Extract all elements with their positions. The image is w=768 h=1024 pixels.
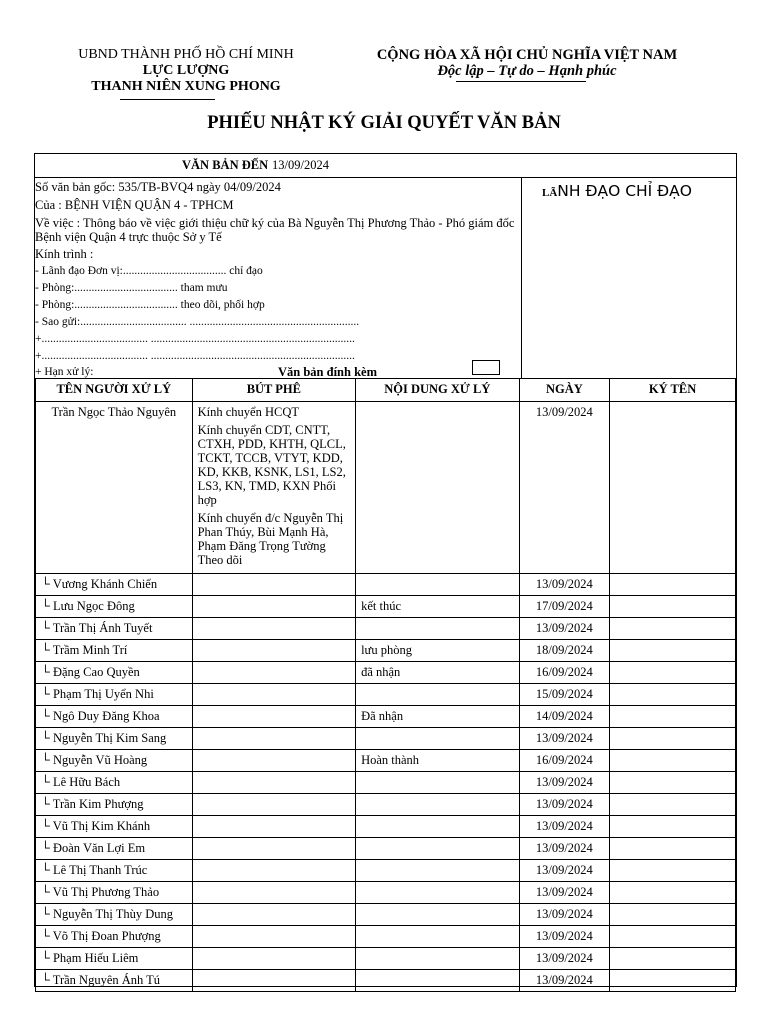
org-line-2: LỰC LƯỢNG: [142, 63, 230, 78]
date-cell: 13/09/2024: [519, 926, 610, 948]
nation-line-1: CỘNG HÒA XÃ HỘI CHỦ NGHĨA VIỆT NAM: [376, 47, 678, 63]
handler-name: └ Lê Thị Thanh Trúc: [36, 860, 193, 882]
signature-cell: [610, 402, 736, 574]
table-row: [36, 794, 736, 816]
handler-name: └ Trần Thị Ánh Tuyết: [36, 618, 193, 640]
table-row: [36, 970, 736, 992]
document-info: [35, 177, 522, 379]
nation-line-2: Độc lập – Tự do – Hạnh phúc: [437, 63, 617, 79]
unit-leader-line: - Lãnh đạo Đơn vị:.................................... chỉ đạo: [35, 265, 263, 277]
table-row: [36, 816, 736, 838]
comment-item: Kính chuyển CDT, CNTT, CTXH, PDD, KHTH, QLCL, TCKT, TCCB, VTYT, KDD, KD, KKB, KSNK, LS1, LS2, LS3, KN, TMD, KXN Phối hợp: [197, 423, 346, 507]
comment-cell: [192, 750, 355, 772]
date-cell: 13/09/2024: [519, 970, 610, 992]
signature-cell: [610, 970, 736, 992]
comment-cell: [192, 816, 355, 838]
date-cell: 13/09/2024: [519, 794, 610, 816]
handler-name: └ Phạm Thị Uyển Nhi: [36, 684, 193, 706]
incoming-date: 13/09/2024: [272, 158, 329, 172]
signature-cell: [610, 772, 736, 794]
table-row: [36, 948, 736, 970]
content-cell: Đã nhận: [356, 706, 519, 728]
submit-to: Kính trình :: [35, 247, 94, 261]
org-line-3: THANH NIÊN XUNG PHONG: [91, 79, 281, 94]
col-handler: TÊN NGƯỜI XỬ LÝ: [36, 379, 193, 402]
handler-name: └ Đoàn Văn Lợi Em: [36, 838, 193, 860]
date-cell: 13/09/2024: [519, 772, 610, 794]
table-row: [36, 684, 736, 706]
handler-name: Trần Ngọc Thảo Nguyên: [36, 402, 193, 574]
processing-table: [35, 378, 736, 992]
handler-name: └ Vương Khánh Chiến: [36, 574, 193, 596]
table-row: [36, 596, 736, 618]
national-motto: [362, 47, 692, 79]
handler-name: └ Ngô Duy Đăng Khoa: [36, 706, 193, 728]
table-row: [36, 402, 736, 574]
content-cell: [356, 882, 519, 904]
table-row: [36, 926, 736, 948]
date-cell: 13/09/2024: [519, 882, 610, 904]
table-row: [36, 706, 736, 728]
comment-cell: [192, 970, 355, 992]
comment-item: Kính chuyển đ/c Nguyễn Thị Phan Thúy, Bùi Mạnh Hà, Phạm Đăng Trọng Tường Theo dõi: [197, 511, 344, 567]
date-cell: 13/09/2024: [519, 574, 610, 596]
org-line-1: UBND THÀNH PHỐ HỒ CHÍ MINH: [78, 47, 294, 62]
table-row: [36, 750, 736, 772]
content-cell: [356, 948, 519, 970]
content-cell: [356, 838, 519, 860]
sender: Của : BỆNH VIỆN QUẬN 4 - TPHCM: [35, 198, 234, 212]
date-cell: 15/09/2024: [519, 684, 610, 706]
date-cell: 13/09/2024: [519, 816, 610, 838]
comment-cell: [192, 904, 355, 926]
date-cell: 13/09/2024: [519, 618, 610, 640]
content-cell: [356, 860, 519, 882]
motto-underline: [456, 81, 586, 82]
table-row: [36, 772, 736, 794]
handler-name: └ Lê Hữu Bách: [36, 772, 193, 794]
comment-cell: [192, 684, 355, 706]
content-cell: Hoàn thành: [356, 750, 519, 772]
signature-cell: [610, 728, 736, 750]
incoming-label: VĂN BẢN ĐẾN: [182, 158, 269, 172]
signature-cell: [610, 596, 736, 618]
leadership-title: LÃNH ĐẠO CHỈ ĐẠO: [542, 182, 692, 200]
table-row: [36, 728, 736, 750]
comment-cell: [192, 706, 355, 728]
signature-cell: [610, 882, 736, 904]
comment-cell: [192, 618, 355, 640]
content-cell: [356, 402, 519, 574]
handler-name: └ Nguyễn Thị Thùy Dung: [36, 904, 193, 926]
date-cell: 18/09/2024: [519, 640, 610, 662]
content-cell: [356, 816, 519, 838]
col-signature: KÝ TÊN: [610, 379, 736, 402]
date-cell: 13/09/2024: [519, 402, 610, 574]
handler-name: └ Trần Kim Phượng: [36, 794, 193, 816]
content-cell: [356, 904, 519, 926]
date-cell: 17/09/2024: [519, 596, 610, 618]
extra-line-1: +..................................... .......................................................................: [35, 333, 355, 345]
comment-cell: [192, 794, 355, 816]
content-cell: [356, 618, 519, 640]
content-cell: [356, 794, 519, 816]
content-cell: [356, 574, 519, 596]
comment-cell: [192, 838, 355, 860]
date-cell: 13/09/2024: [519, 948, 610, 970]
comment-cell: [192, 574, 355, 596]
issuing-organization: [36, 47, 336, 95]
handler-name: └ Trầm Minh Trí: [36, 640, 193, 662]
comment-cell: [192, 402, 355, 574]
content-cell: [356, 970, 519, 992]
date-cell: 13/09/2024: [519, 860, 610, 882]
table-row: [36, 882, 736, 904]
content-cell: [356, 728, 519, 750]
table-row: [36, 640, 736, 662]
signature-cell: [610, 860, 736, 882]
handler-name: └ Nguyễn Vũ Hoàng: [36, 750, 193, 772]
comment-cell: [192, 926, 355, 948]
content-cell: [356, 772, 519, 794]
date-cell: 14/09/2024: [519, 706, 610, 728]
handler-name: └ Vũ Thị Kim Khánh: [36, 816, 193, 838]
processing-log-form: [34, 153, 737, 987]
signature-cell: [610, 618, 736, 640]
comment-cell: [192, 948, 355, 970]
signature-cell: [610, 574, 736, 596]
table-row: [36, 618, 736, 640]
signature-cell: [610, 640, 736, 662]
handler-name: └ Võ Thị Đoan Phượng: [36, 926, 193, 948]
content-cell: lưu phòng: [356, 640, 519, 662]
handler-name: └ Lưu Ngọc Đông: [36, 596, 193, 618]
signature-cell: [610, 838, 736, 860]
content-cell: đã nhận: [356, 662, 519, 684]
deadline-label: + Hạn xử lý:: [35, 366, 94, 378]
comment-cell: [192, 860, 355, 882]
handler-name: └ Đặng Cao Quyền: [36, 662, 193, 684]
leadership-directive: [522, 177, 737, 379]
handler-name: └ Nguyễn Thị Kim Sang: [36, 728, 193, 750]
original-number: Số văn bản gốc: 535/TB-BVQ4 ngày 04/09/2024: [35, 180, 281, 194]
table-row: [36, 574, 736, 596]
handler-name: └ Trần Nguyên Ánh Tú: [36, 970, 193, 992]
col-content: NỘI DUNG XỬ LÝ: [356, 379, 519, 402]
handler-name: └ Phạm Hiếu Liêm: [36, 948, 193, 970]
attachment-checkbox[interactable]: [472, 360, 500, 375]
subject: Về việc : Thông báo về việc giới thiệu chữ ký của Bà Nguyễn Thị Phương Thảo - Phó giám đốc Bệnh viện Quận 4 trực thuộc Sở y Tế: [35, 216, 515, 244]
dept-follow-line: - Phòng:.................................... theo dõi, phối hợp: [35, 299, 265, 311]
date-cell: 13/09/2024: [519, 838, 610, 860]
signature-cell: [610, 948, 736, 970]
date-cell: 13/09/2024: [519, 728, 610, 750]
incoming-row: [35, 154, 736, 178]
content-cell: [356, 684, 519, 706]
content-cell: [356, 926, 519, 948]
signature-cell: [610, 816, 736, 838]
org-underline: [120, 99, 215, 100]
signature-cell: [610, 794, 736, 816]
table-row: [36, 838, 736, 860]
date-cell: 16/09/2024: [519, 750, 610, 772]
dept-advise-line: - Phòng:.................................... tham mưu: [35, 282, 228, 294]
signature-cell: [610, 750, 736, 772]
date-cell: 13/09/2024: [519, 904, 610, 926]
extra-line-2: +..................................... .......................................................................: [35, 350, 355, 362]
content-cell: kết thúc: [356, 596, 519, 618]
col-comment: BÚT PHÊ: [192, 379, 355, 402]
comment-item: Kính chuyển HCQT: [197, 405, 299, 419]
comment-cell: [192, 882, 355, 904]
table-row: [36, 860, 736, 882]
comment-cell: [192, 640, 355, 662]
table-row: [36, 904, 736, 926]
signature-cell: [610, 684, 736, 706]
signature-cell: [610, 904, 736, 926]
signature-cell: [610, 662, 736, 684]
col-date: NGÀY: [519, 379, 610, 402]
date-cell: 16/09/2024: [519, 662, 610, 684]
signature-cell: [610, 926, 736, 948]
attachment-label: Văn bản đính kèm: [278, 365, 377, 379]
comment-cell: [192, 728, 355, 750]
document-title: PHIẾU NHẬT KÝ GIẢI QUYẾT VĂN BẢN: [207, 113, 561, 133]
signature-cell: [610, 706, 736, 728]
comment-cell: [192, 662, 355, 684]
comment-cell: [192, 596, 355, 618]
comment-cell: [192, 772, 355, 794]
table-row: [36, 662, 736, 684]
handler-name: └ Vũ Thị Phương Thảo: [36, 882, 193, 904]
copy-to-line: - Sao gửi:..................................... ...........................................................: [35, 316, 360, 328]
